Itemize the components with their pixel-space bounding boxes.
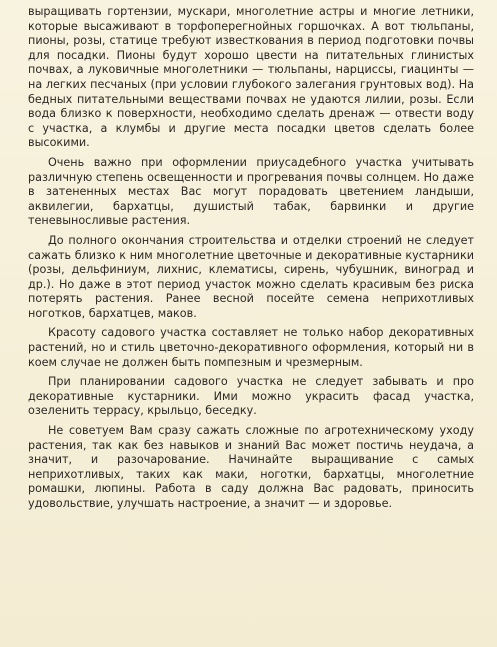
body-text xyxy=(28,5,474,517)
paragraph-lighting: Очень важно при оформлении приусадебного участка учитывать различную степень освещенности и прогревания почвы солнцем. Но даже в затененных местах Вас могут порадовать цветением ландыши, аквилегии, бархатцы, душистый табак, барвинки и другие теневыносливые растения. xyxy=(28,155,474,228)
paragraph-construction: До полного окончания строительства и отделки строений не следует сажать близко к ним многолетние цветочные и декоративные кустарники (розы, дельфиниум, лихнис, клематисы, сирень, чубушник, виноград и др.). Но даже в этот период участок можно сделать красивым без риска потерять растения. Ранее весной посейте семена неприхотливых ноготков, бархатцев, маков. xyxy=(28,233,474,320)
paragraph-style: Красоту садового участка составляет не только набор декоративных растений, но и стиль цветочно-декоративного оформления, который ни в коем случае не должен быть помпезным и чрезмерным. xyxy=(28,326,474,369)
paragraph-advice: Не советуем Вам сразу сажать сложные по агротехническому уходу растения, так как без навыков и знаний Вас может постичь неудача, а значит, и разочарование. Начинайте выращивание с самых неприхотливых, таких как маки, ноготки, бархатцы, многолетние ромашки, люпины. Работа в саду должна Вас радовать, приносить удовольствие, улучшать настроение, а значит — и здоровье. xyxy=(28,424,474,510)
paragraph-shrubs: При планировании садового участка не следует забывать и про декоративные кустарники. Ими можно украсить фасад участка, озеленить террасу, крыльцо, беседку. xyxy=(28,375,474,418)
paragraph-soil: выращивать гортензии, мускари, многолетние астры и многие летники, которые высаживают в торфоперегнойных горшочках. А вот тюльпаны, пионы, розы, статице требуют известкования в период подготовки почвы для посадки. Пионы будут хорошо цвести на питательных глинистых почвах, а луковичные многолетники — тюльпаны, нарциссы, гиацинты — на легких песчаных (при условии глубокого залегания грунтовых вод). На бедных питательными веществами почвах не удаются лилии, розы. Если вода близко к поверхности, необходимо сделать дренаж — отвести воду с участка, а клумбы и другие места посадки цветов сделать более высокими. xyxy=(28,5,474,150)
